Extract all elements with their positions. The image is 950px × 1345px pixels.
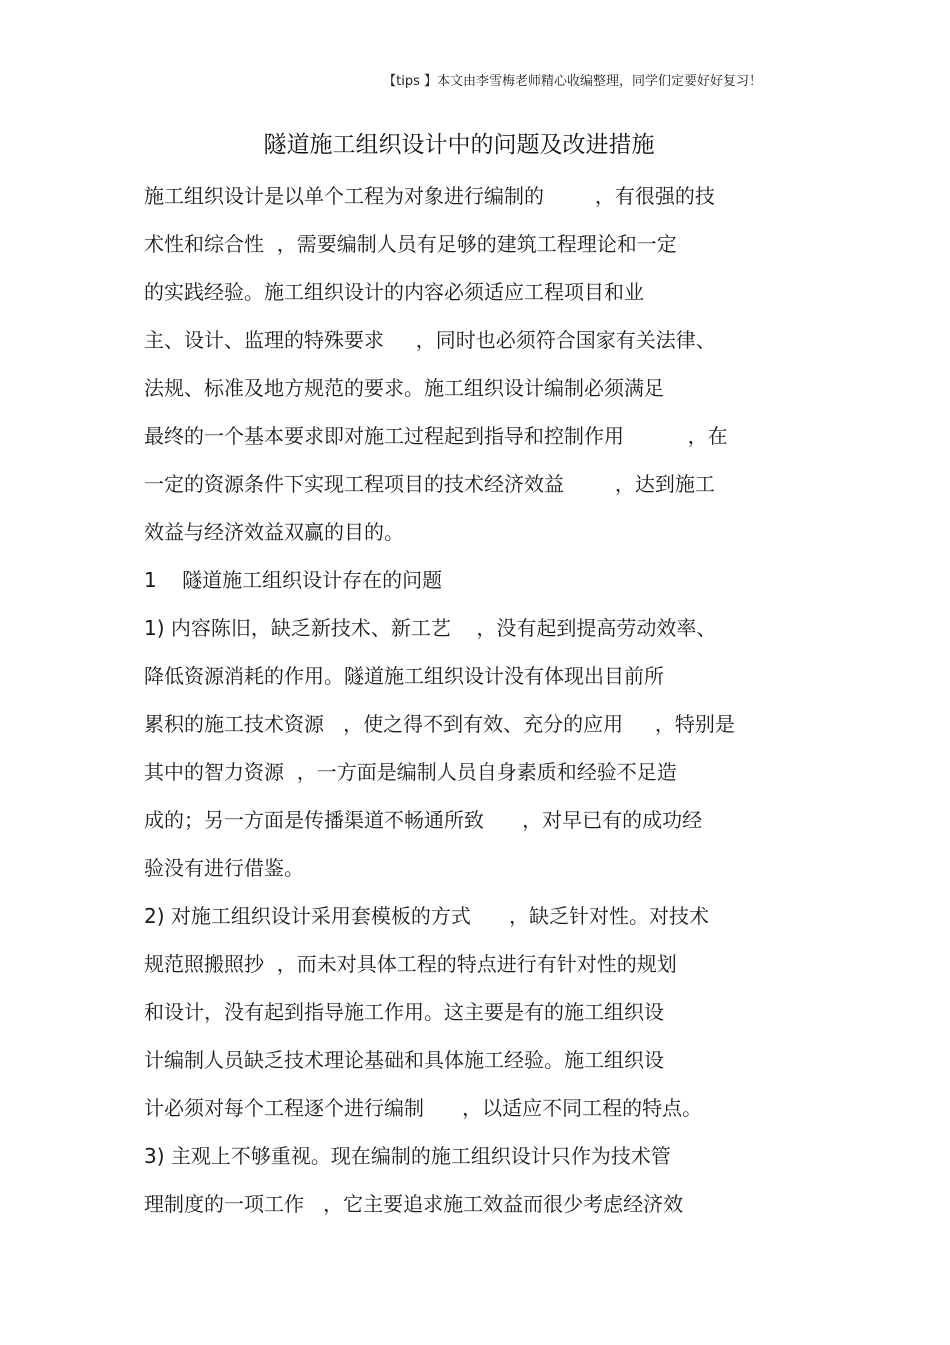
body-line: 3) 主观上不够重视。现在编制的施工组织设计只作为技术管 <box>144 1144 671 1168</box>
body-line: 成的；另一方面是传播渠道不畅通所致 ，对早已有的成功经 <box>144 808 703 832</box>
body-line: 降低资源消耗的作用。隧道施工组织设计没有体现出目前所 <box>144 664 664 688</box>
header-tip-note: 【tips 】本文由李雪梅老师精心收编整理，同学们定要好好复习！ <box>383 74 762 89</box>
body-line: 累积的施工技术资源 ，使之得不到有效、充分的应用 ，特别是 <box>144 712 735 736</box>
body-line: 施工组织设计是以单个工程为对象进行编制的 ，有很强的技 <box>144 184 715 208</box>
body-line: 一定的资源条件下实现工程项目的技术经济效益 ，达到施工 <box>144 472 715 496</box>
body-line: 主、设计、监理的特殊要求 ，同时也必须符合国家有关法律、 <box>144 328 716 352</box>
body-line: 效益与经济效益双赢的目的。 <box>144 520 404 544</box>
body-line: 1) 内容陈旧，缺乏新技术、新工艺 ，没有起到提高劳动效率、 <box>144 616 717 640</box>
body-line: 法规、标准及地方规范的要求。施工组织设计编制必须满足 <box>144 376 664 400</box>
body-line: 理制度的一项工作 ，它主要追求施工效益而很少考虑经济效 <box>144 1192 684 1216</box>
document-title: 隧道施工组织设计中的问题及改进措施 <box>263 132 655 158</box>
body-line: 最终的一个基本要求即对施工过程起到指导和控制作用 ，在 <box>144 424 728 448</box>
body-line: 的实践经验。施工组织设计的内容必须适应工程项目和业 <box>144 280 644 304</box>
section-heading: 1 隧道施工组织设计存在的问题 <box>144 568 443 592</box>
body-line: 和设计，没有起到指导施工作用。这主要是有的施工组织设 <box>144 1000 664 1024</box>
document-body <box>144 178 824 1234</box>
body-line: 计编制人员缺乏技术理论基础和具体施工经验。施工组织设 <box>144 1048 664 1072</box>
body-line: 其中的智力资源 ，一方面是编制人员自身素质和经验不足造 <box>144 760 677 784</box>
body-line: 验没有进行借鉴。 <box>144 856 304 880</box>
body-line: 术性和综合性 ，需要编制人员有足够的建筑工程理论和一定 <box>144 232 677 256</box>
body-line: 2) 对施工组织设计采用套模板的方式 ，缺乏针对性。对技术 <box>144 904 710 928</box>
body-line: 计必须对每个工程逐个进行编制 ，以适应不同工程的特点。 <box>144 1096 703 1120</box>
body-line: 规范照搬照抄 ，而未对具体工程的特点进行有针对性的规划 <box>144 952 677 976</box>
